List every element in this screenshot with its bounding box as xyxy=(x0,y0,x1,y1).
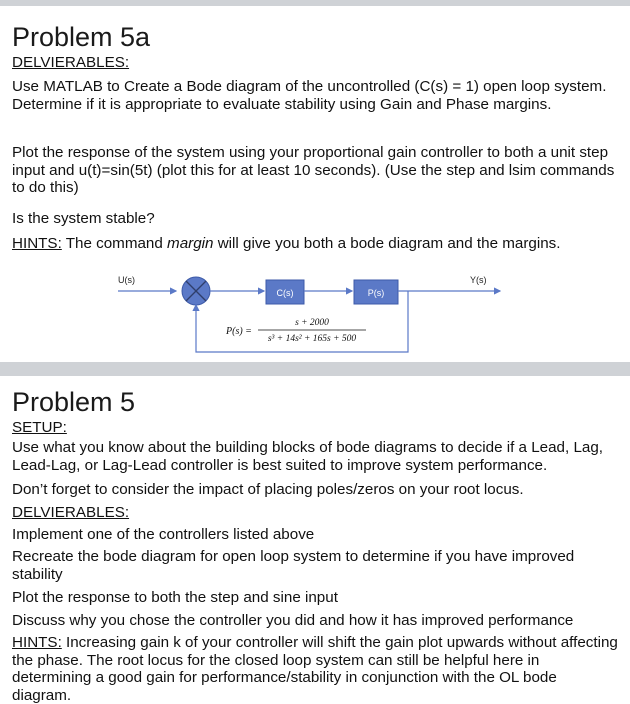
output-label: Y(s) xyxy=(470,275,487,285)
controller-label: C(s) xyxy=(276,288,294,298)
hints-text: Increasing gain k of your controller will shift the gain plot upwards without affecting the phase. The root locus for the closed loop system can still be helpful here in determining a good gain for performance/stability in conjunction with the OL bode diagram. xyxy=(12,634,618,704)
summing-junction xyxy=(182,277,210,305)
plant-equation-lhs: P(s) = xyxy=(226,326,252,337)
setup-heading: SETUP: xyxy=(12,419,67,436)
hints-margin-command: margin xyxy=(167,235,214,252)
deliverables-heading: DELVIERABLES: xyxy=(12,54,130,71)
paragraph-stability-question: Is the system stable? xyxy=(12,210,155,227)
deliverable-discuss: Discuss why you chose the controller you did and how it has improved performance xyxy=(12,612,574,629)
setup-paragraph-poles-zeros: Don’t forget to consider the impact of placing poles/zeros on your root locus. xyxy=(12,481,524,498)
deliverables-heading: DELVIERABLES: xyxy=(12,504,130,521)
plant-label: P(s) xyxy=(367,288,385,298)
plant-denominator: s³ + 14s² + 165s + 500 xyxy=(267,334,357,344)
slide-problem-5a xyxy=(0,6,630,362)
deliverable-recreate-bode: Recreate the bode diagram for open loop system to determine if you have improved stability xyxy=(12,548,575,583)
input-label: U(s) xyxy=(118,275,135,285)
setup-paragraph-building-blocks: Use what you know about the building blocks of bode diagrams to decide if a Lead, Lag, Lead-Lag, or Lag-Lead controller is best suited to improve system performance. xyxy=(12,439,604,474)
hints-before: The command xyxy=(61,235,168,252)
deliverable-implement: Implement one of the controllers listed above xyxy=(12,526,315,543)
paragraph-bode: Use MATLAB to Create a Bode diagram of the uncontrolled (C(s) = 1) open loop system. Determine if it is appropriate to evaluate stability using Gain and Phase margins. xyxy=(12,78,607,113)
hints-line xyxy=(12,235,620,253)
slide-divider xyxy=(0,362,630,376)
block-diagram xyxy=(0,264,630,359)
plant-numerator: s + 2000 xyxy=(295,318,329,328)
hints-label: HINTS: xyxy=(12,235,62,252)
slide-title: Problem 5 xyxy=(12,387,136,417)
hints-after: will give you both a bode diagram and the margins. xyxy=(213,235,561,252)
hints-paragraph xyxy=(12,634,620,704)
slide-title: Problem 5a xyxy=(12,22,151,52)
hints-label: HINTS: xyxy=(12,634,62,651)
slide-problem-5 xyxy=(0,376,630,704)
paragraph-response: Plot the response of the system using your proportional gain controller to both a unit step input and u(t)=sin(5t) (plot this for at least 10 seconds). (Use the step and lsim commands to do this) xyxy=(12,144,615,196)
deliverable-plot-response: Plot the response to both the step and sine input xyxy=(12,589,338,606)
